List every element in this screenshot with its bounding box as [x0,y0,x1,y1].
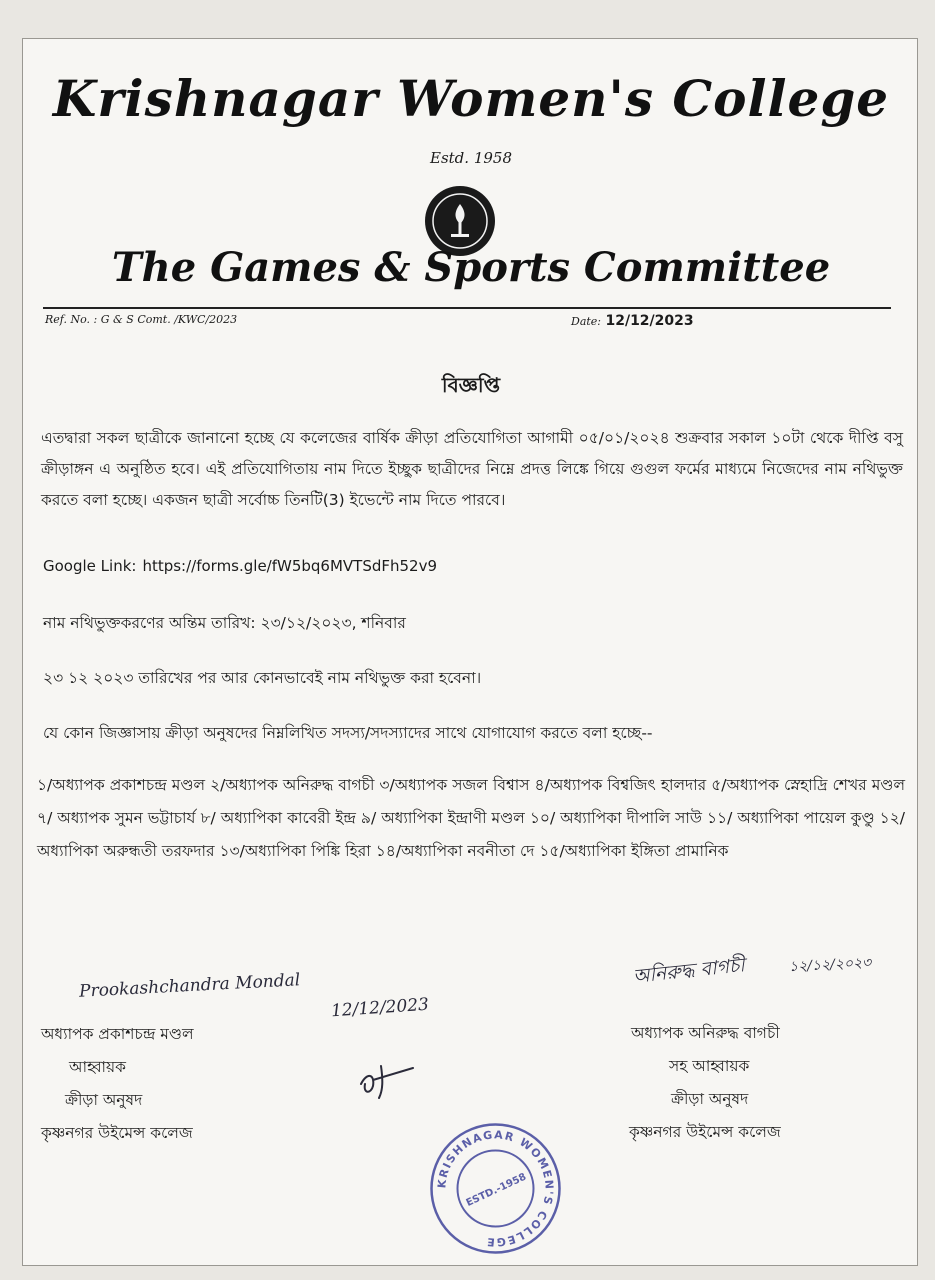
reference-number: Ref. No. : G & S Comt. /KWC/2023 [45,313,238,326]
signatory-college-left: কৃষ্ণনগর উইমেন্স কলেজ [41,1124,193,1142]
notice-sheet [22,38,918,1266]
contact-intro: যে কোন জিজ্ঞাসায় ক্রীড়া অনুষদের নিম্নলিখিত সদস্য/সদস্যাদের সাথে যোগাযোগ করতে বলা হচ্ছে-- [43,724,653,742]
seal-text: KRISHNAGAR WOMEN'S COLLEGE [435,1128,556,1249]
date-label: Date: [571,315,602,328]
faculty-members-list: ১/অধ্যাপক প্রকাশচন্দ্র মণ্ডল ২/অধ্যাপক অনিরুদ্ধ বাগচী ৩/অধ্যাপক সজল বিশ্বাস ৪/অধ্যাপক বিশ্বজিৎ হালদার ৫/অধ্যাপক স্নেহাদ্রি শেখর মণ্ডল ৭/ অধ্যাপক সুমন ভট্টাচার্য ৮/ অধ্যাপিকা কাবেরী ইন্দ্র ৯/ অধ্যাপিকা ইন্দ্রাণী মণ্ডল ১০/ অধ্যাপিকা দীপালি সাউ ১১/ অধ্যাপিকা পায়েল কুণ্ডু ১২/ অধ্যাপিকা অরুন্ধতী তরফদার ১৩/অধ্যাপিকা পিঙ্কি হিরা ১৪/অধ্যাপিকা নবনীতা দে ১৫/অধ্যাপিকা ইঙ্গিতা প্রামানিক [37,776,905,860]
google-link-line [43,557,437,575]
notice-date [571,313,694,329]
signatory-role-left: আহ্বায়ক [69,1058,127,1076]
college-seal-stamp [428,1121,563,1256]
college-name: Krishnagar Women's College [52,69,890,128]
google-link-label: Google Link: [43,557,137,575]
header-divider [43,307,891,309]
signatory-dept-right: ক্রীড়া অনুষদ [671,1090,749,1108]
after-deadline-note: ২৩ ১২ ২০২৩ তারিখের পর আর কোনভাবেই নাম নথিভুক্ত করা হবেনা। [43,669,482,687]
signatory-role-right: সহ আহ্বায়ক [669,1057,750,1075]
handwritten-signature-right: অনিরুদ্ধ বাগচী [631,954,746,988]
handwritten-signature-left: Prookashchandra Mondal [78,970,301,1002]
signature-block-right [613,951,913,1149]
signatory-name-left: অধ্যাপক প্রকাশচন্দ্র মণ্ডল [41,1025,194,1043]
registration-deadline: নাম নথিভুক্তকরণের অন্তিম তারিখ: ২৩/১২/২০২৩, শনিবার [43,614,406,632]
notice-body: এতদ্বারা সকল ছাত্রীকে জানানো হচ্ছে যে কলেজের বার্ষিক ক্রীড়া প্রতিযোগিতা আগামী ০৫/০১/২০২৪ শুক্রবার সকাল ১০টা থেকে দীপ্তি বসু ক্রীড়াঙ্গন এ অনুষ্ঠিত হবে। এই প্রতিযোগিতায় নাম দিতে ইচ্ছুক ছাত্রীদের নিম্নে প্রদত্ত লিঙ্কে গিয়ে গুগুল ফর্মের মাধ্যমে নিজেদের নাম নথিভুক্ত করতে বলা হচ্ছে। একজন ছাত্রী সর্বোচ্চ তিনটি(3) ইভেন্টে নাম দিতে পারবে। [41,429,903,509]
google-form-link[interactable]: https://forms.gle/fW5bq6MVTSdFh52v9 [142,557,438,575]
established-year: Estd. 1958 [430,149,512,167]
signatory-name-right: অধ্যাপক অনিরুদ্ধ বাগচী [631,1024,780,1042]
signatory-dept-left: ক্রীড়া অনুষদ [65,1091,143,1109]
date-value: 12/12/2023 [605,313,694,329]
notice-title: বিজ্ঞপ্তি [441,373,501,397]
handwritten-date-right: ১২/১২/২০২৩ [788,954,872,976]
seal-estd: ESTD.-1958 [464,1171,529,1210]
committee-name: The Games & Sports Committee [111,244,831,291]
signatory-college-right: কৃষ্ণনগর উইমেন্স কলেজ [629,1123,781,1141]
handwritten-date-left: 12/12/2023 [330,994,430,1022]
initial-mark-icon [353,1054,433,1104]
